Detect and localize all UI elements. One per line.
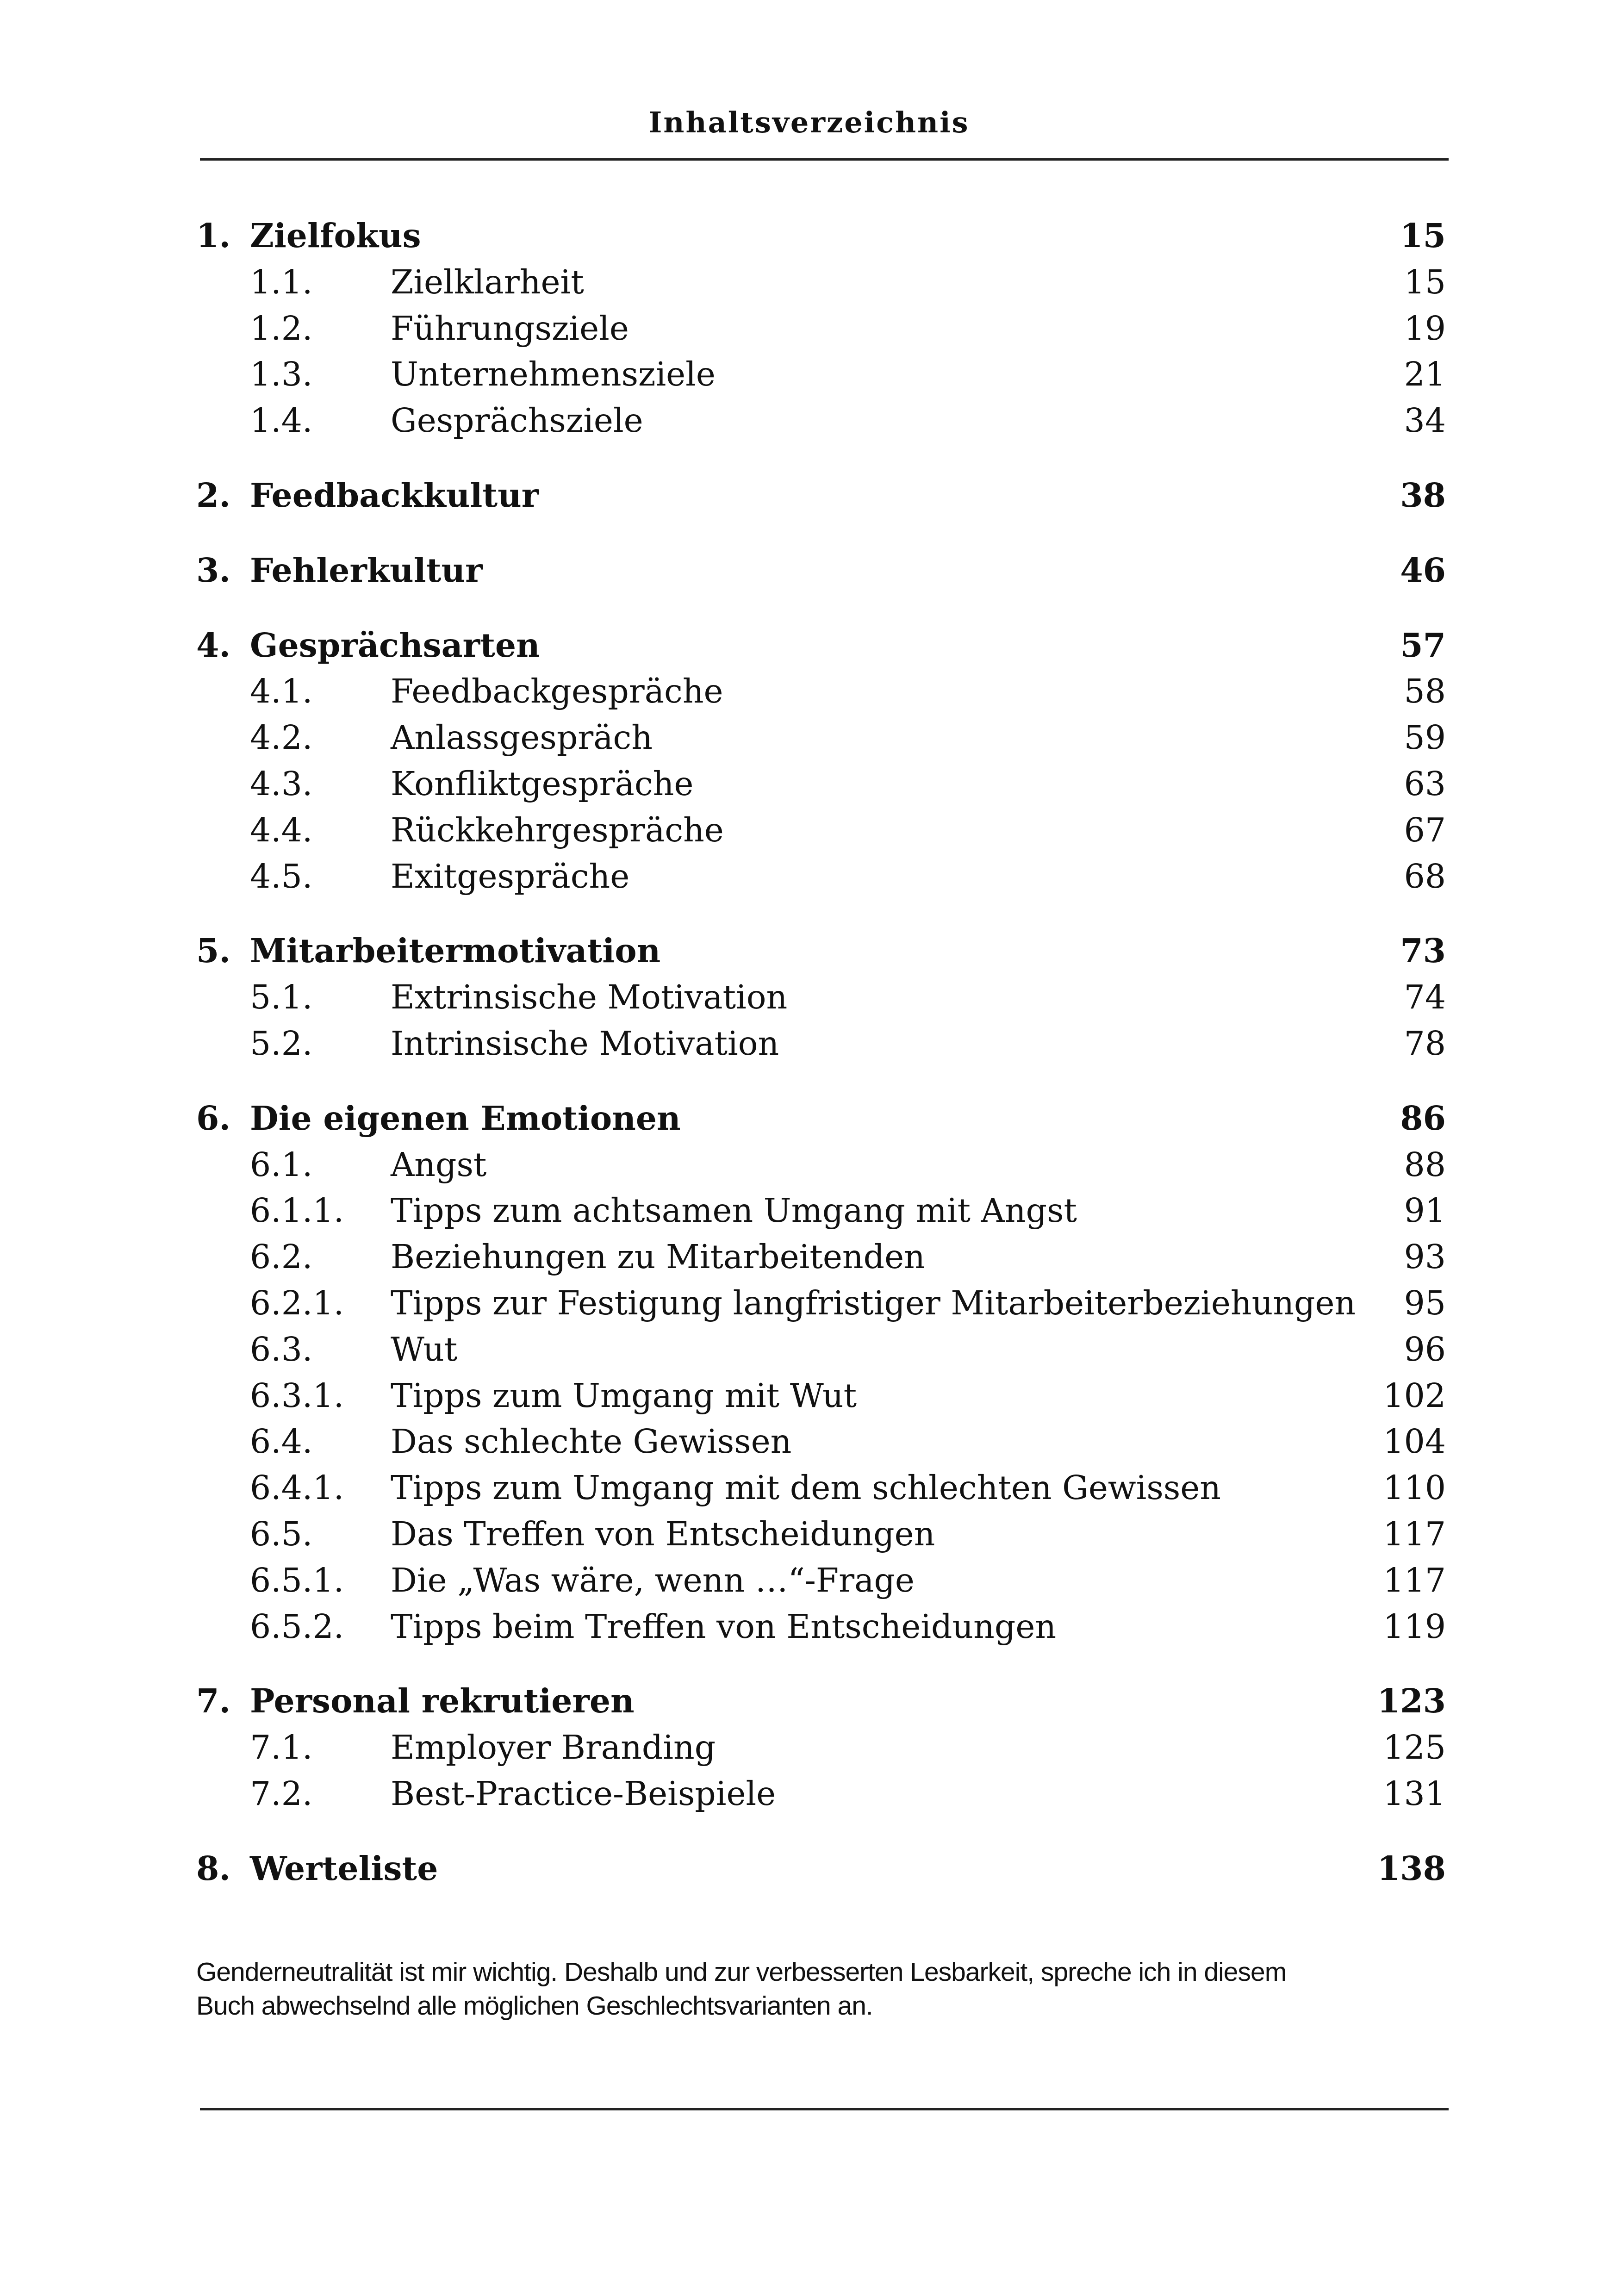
- chapter-gap: [196, 1817, 1446, 1846]
- chapter-gap: [196, 1067, 1446, 1095]
- toc-chapter[interactable]: [196, 1846, 1446, 1892]
- section-title: Beziehungen zu Mitarbeitenden: [391, 1238, 925, 1276]
- chapter-title: Fehlerkultur: [250, 550, 483, 590]
- toc-section[interactable]: [196, 259, 1446, 305]
- section-page: 117: [1383, 1514, 1446, 1553]
- section-page: 34: [1404, 401, 1446, 440]
- section-page: 74: [1404, 978, 1446, 1017]
- section-title: Employer Branding: [391, 1728, 716, 1767]
- section-page: 110: [1383, 1468, 1446, 1507]
- chapter-page: 73: [1400, 931, 1446, 971]
- section-title: Tipps zum Umgang mit Wut: [391, 1376, 857, 1415]
- toc-chapter[interactable]: [196, 1678, 1446, 1724]
- chapter-gap: [196, 444, 1446, 473]
- toc-section[interactable]: [196, 974, 1446, 1020]
- section-number: 1.4.: [250, 401, 313, 440]
- chapter-number: 3.: [196, 550, 231, 590]
- chapter-number: 2.: [196, 475, 231, 515]
- section-title: Wut: [391, 1330, 458, 1369]
- toc-section[interactable]: [196, 1724, 1446, 1771]
- section-page: 131: [1383, 1774, 1446, 1813]
- section-number: 6.4.: [250, 1422, 313, 1461]
- section-title: Extrinsische Motivation: [391, 978, 788, 1017]
- section-title: Tipps beim Treffen von Entscheidungen: [391, 1607, 1057, 1646]
- section-number: 4.5.: [250, 857, 313, 896]
- chapter-title: Werteliste: [250, 1848, 438, 1888]
- section-number: 1.2.: [250, 309, 313, 348]
- section-number: 6.3.: [250, 1330, 313, 1369]
- footer-rule: [200, 2108, 1449, 2110]
- chapter-page: 138: [1377, 1848, 1446, 1888]
- chapter-gap: [196, 899, 1446, 928]
- chapter-gap: [196, 1649, 1446, 1678]
- chapter-number: 1.: [196, 216, 231, 255]
- section-title: Tipps zum Umgang mit dem schlechten Gewissen: [391, 1468, 1221, 1507]
- section-page: 21: [1404, 355, 1446, 394]
- toc-section[interactable]: [196, 305, 1446, 352]
- toc-section[interactable]: [196, 1419, 1446, 1465]
- section-number: 4.2.: [250, 718, 313, 757]
- section-number: 7.2.: [250, 1774, 313, 1813]
- section-title: Gesprächsziele: [391, 401, 643, 440]
- toc-section[interactable]: [196, 715, 1446, 761]
- section-page: 78: [1404, 1024, 1446, 1063]
- chapter-page: 123: [1377, 1681, 1446, 1721]
- section-page: 125: [1383, 1728, 1446, 1767]
- section-number: 6.3.1.: [250, 1376, 344, 1415]
- section-page: 88: [1404, 1145, 1446, 1184]
- chapter-page: 38: [1400, 475, 1446, 515]
- chapter-title: Gesprächsarten: [250, 625, 540, 665]
- section-title: Anlassgespräch: [391, 718, 653, 757]
- toc-section[interactable]: [196, 1188, 1446, 1234]
- section-title: Zielklarheit: [391, 262, 584, 301]
- toc-section[interactable]: [196, 1604, 1446, 1650]
- section-number: 7.1.: [250, 1728, 313, 1767]
- section-title: Das schlechte Gewissen: [391, 1422, 792, 1461]
- section-page: 117: [1383, 1561, 1446, 1599]
- section-page: 119: [1383, 1607, 1446, 1646]
- chapter-page: 86: [1400, 1098, 1446, 1138]
- toc-section[interactable]: [196, 807, 1446, 853]
- chapter-page: 57: [1400, 625, 1446, 665]
- section-page: 91: [1404, 1191, 1446, 1230]
- section-title: Best-Practice-Beispiele: [391, 1774, 776, 1813]
- section-title: Exitgespräche: [391, 857, 630, 896]
- toc-chapter[interactable]: [196, 928, 1446, 974]
- gender-note: [196, 1955, 1446, 2023]
- section-number: 6.2.: [250, 1238, 313, 1276]
- chapter-page: 46: [1400, 550, 1446, 590]
- toc-section[interactable]: [196, 1373, 1446, 1419]
- toc-section[interactable]: [196, 853, 1446, 900]
- section-number: 6.1.: [250, 1145, 313, 1184]
- section-title: Tipps zum achtsamen Umgang mit Angst: [391, 1191, 1077, 1230]
- toc-section[interactable]: [196, 1771, 1446, 1817]
- toc-section[interactable]: [196, 351, 1446, 398]
- toc-chapter[interactable]: [196, 473, 1446, 519]
- chapter-number: 7.: [196, 1681, 231, 1721]
- section-page: 95: [1404, 1283, 1446, 1322]
- toc-section[interactable]: [196, 1280, 1446, 1326]
- section-title: Angst: [391, 1145, 487, 1184]
- section-title: Unternehmensziele: [391, 355, 716, 394]
- section-number: 6.5.1.: [250, 1561, 344, 1599]
- section-number: 1.1.: [250, 262, 313, 301]
- section-number: 4.1.: [250, 672, 313, 711]
- chapter-number: 4.: [196, 625, 231, 665]
- toc-section[interactable]: [196, 398, 1446, 444]
- toc-chapter[interactable]: [196, 548, 1446, 594]
- chapter-page: 15: [1400, 216, 1446, 255]
- chapter-title: Zielfokus: [250, 216, 421, 255]
- section-number: 5.1.: [250, 978, 313, 1017]
- section-title: Die „Was wäre, wenn …“-Frage: [391, 1561, 915, 1599]
- chapter-gap: [196, 519, 1446, 548]
- gender-note-line-1: Genderneutralität ist mir wichtig. Deshalb und zur verbesserten Lesbarkeit, spreche ich in diesem: [196, 1957, 1287, 1987]
- toc-section[interactable]: [196, 1326, 1446, 1373]
- toc-section[interactable]: [196, 668, 1446, 715]
- section-page: 102: [1383, 1376, 1446, 1415]
- page-title: Inhaltsverzeichnis: [648, 106, 970, 139]
- section-page: 67: [1404, 810, 1446, 849]
- toc-section[interactable]: [196, 1557, 1446, 1604]
- toc-section[interactable]: [196, 1142, 1446, 1188]
- toc-section[interactable]: [196, 1511, 1446, 1557]
- chapter-number: 5.: [196, 931, 231, 971]
- chapter-number: 6.: [196, 1098, 231, 1138]
- section-number: 6.2.1.: [250, 1283, 344, 1322]
- chapter-number: 8.: [196, 1848, 231, 1888]
- toc-chapter[interactable]: [196, 213, 1446, 259]
- section-title: Tipps zur Festigung langfristiger Mitarbeiterbeziehungen: [391, 1283, 1356, 1322]
- header-rule: [200, 158, 1449, 161]
- section-page: 59: [1404, 718, 1446, 757]
- section-title: Konfliktgespräche: [391, 764, 694, 803]
- section-title: Feedbackgespräche: [391, 672, 723, 711]
- section-page: 93: [1404, 1238, 1446, 1276]
- table-of-contents: [196, 213, 1446, 1892]
- toc-chapter[interactable]: [196, 622, 1446, 669]
- section-page: 96: [1404, 1330, 1446, 1369]
- section-title: Das Treffen von Entscheidungen: [391, 1514, 935, 1553]
- section-title: Rückkehrgespräche: [391, 810, 724, 849]
- toc-chapter[interactable]: [196, 1095, 1446, 1142]
- section-title: Intrinsische Motivation: [391, 1024, 779, 1063]
- section-number: 4.3.: [250, 764, 313, 803]
- chapter-title: Die eigenen Emotionen: [250, 1098, 681, 1138]
- toc-section[interactable]: [196, 1020, 1446, 1067]
- section-number: 6.1.1.: [250, 1191, 344, 1230]
- chapter-title: Feedbackkultur: [250, 475, 539, 515]
- toc-section[interactable]: [196, 761, 1446, 807]
- toc-section[interactable]: [196, 1234, 1446, 1280]
- section-number: 5.2.: [250, 1024, 313, 1063]
- section-title: Führungsziele: [391, 309, 629, 348]
- gender-note-line-2: Buch abwechselnd alle möglichen Geschlechtsvarianten an.: [196, 1991, 873, 2021]
- chapter-title: Mitarbeitermotivation: [250, 931, 661, 971]
- chapter-title: Personal rekrutieren: [250, 1681, 635, 1721]
- toc-section[interactable]: [196, 1465, 1446, 1511]
- section-page: 104: [1383, 1422, 1446, 1461]
- section-page: 15: [1404, 262, 1446, 301]
- section-number: 4.4.: [250, 810, 313, 849]
- section-page: 19: [1404, 309, 1446, 348]
- section-number: 1.3.: [250, 355, 313, 394]
- section-page: 63: [1404, 764, 1446, 803]
- section-page: 58: [1404, 672, 1446, 711]
- section-number: 6.5.2.: [250, 1607, 344, 1646]
- chapter-gap: [196, 594, 1446, 622]
- section-number: 6.5.: [250, 1514, 313, 1553]
- section-number: 6.4.1.: [250, 1468, 344, 1507]
- section-page: 68: [1404, 857, 1446, 896]
